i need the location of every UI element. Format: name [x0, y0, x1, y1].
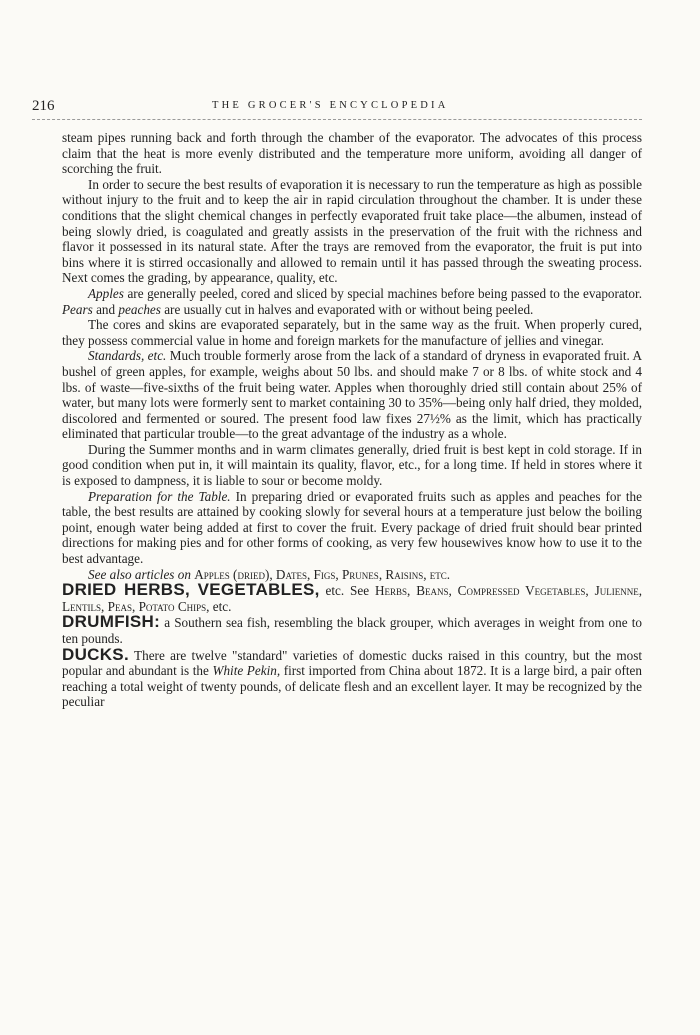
entry-heading: DUCKS.: [62, 644, 129, 664]
paragraph: [62, 286, 642, 317]
paragraph: [62, 348, 642, 442]
entry-heading: DRUMFISH:: [62, 612, 161, 632]
cross-references: Herbs, Beans, Compressed Vegetables, Julienne, Lentils, Peas, Potato Chips,: [62, 583, 642, 614]
italic-term: Pears: [62, 301, 93, 317]
entry-text: a Southern sea fish, resembling the black grouper, which averages in weight from one to ten pounds.: [62, 615, 642, 646]
running-head: THE GROCER'S ENCYCLOPEDIA: [212, 100, 449, 111]
entry-drumfish: [62, 614, 642, 646]
paragraph-text: and: [92, 301, 119, 317]
paragraph: steam pipes running back and forth through the chamber of the evaporator. The advocates of this process claim that the heat is more evenly distributed and the temperature more uniform, avoiding all danger of scorching the fruit.: [62, 130, 642, 177]
italic-term: Preparation for the Table.: [88, 488, 231, 504]
entry-dried-herbs: [62, 582, 642, 614]
paragraph-text: In preparing dried or evaporated fruits such as apples and peaches for the table, the best results are attained by cooking slowly for several hours at a temperature just below the boiling point, enough water being added at first to cover the fruit. Every package of dried fruit should bear printed directions for making pies and for other forms of cooking, as very few housewives know how to use it to the best advantage.: [62, 488, 642, 567]
paragraph: The cores and skins are evaporated separately, but in the same way as the fruit. When properly cured, they possess commercial value in home and foreign markets for the manufacture of jellies and vinegar.: [62, 317, 642, 348]
paragraph: [62, 489, 642, 567]
paragraph-text: are generally peeled, cored and sliced by special machines before being passed to the evaporator.: [123, 285, 642, 301]
italic-term: Apples: [88, 285, 124, 301]
paragraph-text: Much trouble formerly arose from the lack of a standard of dryness in evaporated fruit. A bushel of green apples, for example, weighs about 50 lbs. and should make 7 or 8 lbs. of white stock and 4 lbs. of waste—five-sixths of the fruit being water. Apples when thoroughly dried still contain about 25% of water, but many lots were formerly sent to market containing 30 to 35%—being only half dried, they molded, discolored and fermented or soured. The present food law fixes 27½% as the limit, which has practically eliminated that particular trouble—to the great advantage of the industry as a whole.: [62, 348, 642, 442]
italic-term: Standards, etc.: [88, 348, 167, 364]
paragraph-text: are usually cut in halves and evaporated with or without being peeled.: [160, 301, 534, 317]
paragraph: In order to secure the best results of evaporation it is necessary to run the temperature as high as possible without injury to the fruit and to keep the air in rapid circulation throughout the chamber. It is under these conditions that the slight chemical changes in perfectly evaporated fruit take place—the albumen, instead of being slowly dried, is coagulated and greatly assists in the preservation of the fruit with the richness and flavor it possessed in its natural state. After the trays are removed from the evaporator, the fruit is put into bins where it is stirred occasionally and allowed to remain until it has passed through the sweating process. Next comes the grading, by appearance, quality, etc.: [62, 176, 642, 286]
entry-heading: DRIED HERBS, VEGETABLES,: [62, 580, 320, 600]
entry-text: etc. See: [319, 583, 375, 599]
entry-text: first imported from China about 1872. It is a large bird, a pair often reaching a total weight of twenty pounds, of delicate flesh and an excellent layer. It may be recognized by the peculiar: [62, 663, 642, 710]
italic-term: See also articles on: [88, 566, 191, 582]
paragraph: During the Summer months and in warm climates generally, dried fruit is best kept in cold storage. If in good condition when put in, it will maintain its quality, flavor, etc., for a long time. If held in stores where it is exposed to dampness, it is liable to sour or become moldy.: [62, 441, 642, 489]
header-rule: [32, 119, 642, 121]
italic-term: White Pekin,: [212, 663, 281, 679]
page-header: [32, 98, 642, 120]
entry-text: There are twelve "standard" varieties of domestic ducks raised in this country, but the most popular and abundant is the: [62, 647, 642, 679]
entry-text: etc.: [209, 598, 232, 614]
entry-ducks: [62, 644, 642, 710]
page-number: 216: [32, 98, 55, 114]
italic-term: peaches: [118, 301, 161, 317]
body-text: [62, 130, 642, 710]
cross-references: Apples (dried), Dates, Figs, Prunes, Raisins, etc.: [194, 566, 451, 582]
